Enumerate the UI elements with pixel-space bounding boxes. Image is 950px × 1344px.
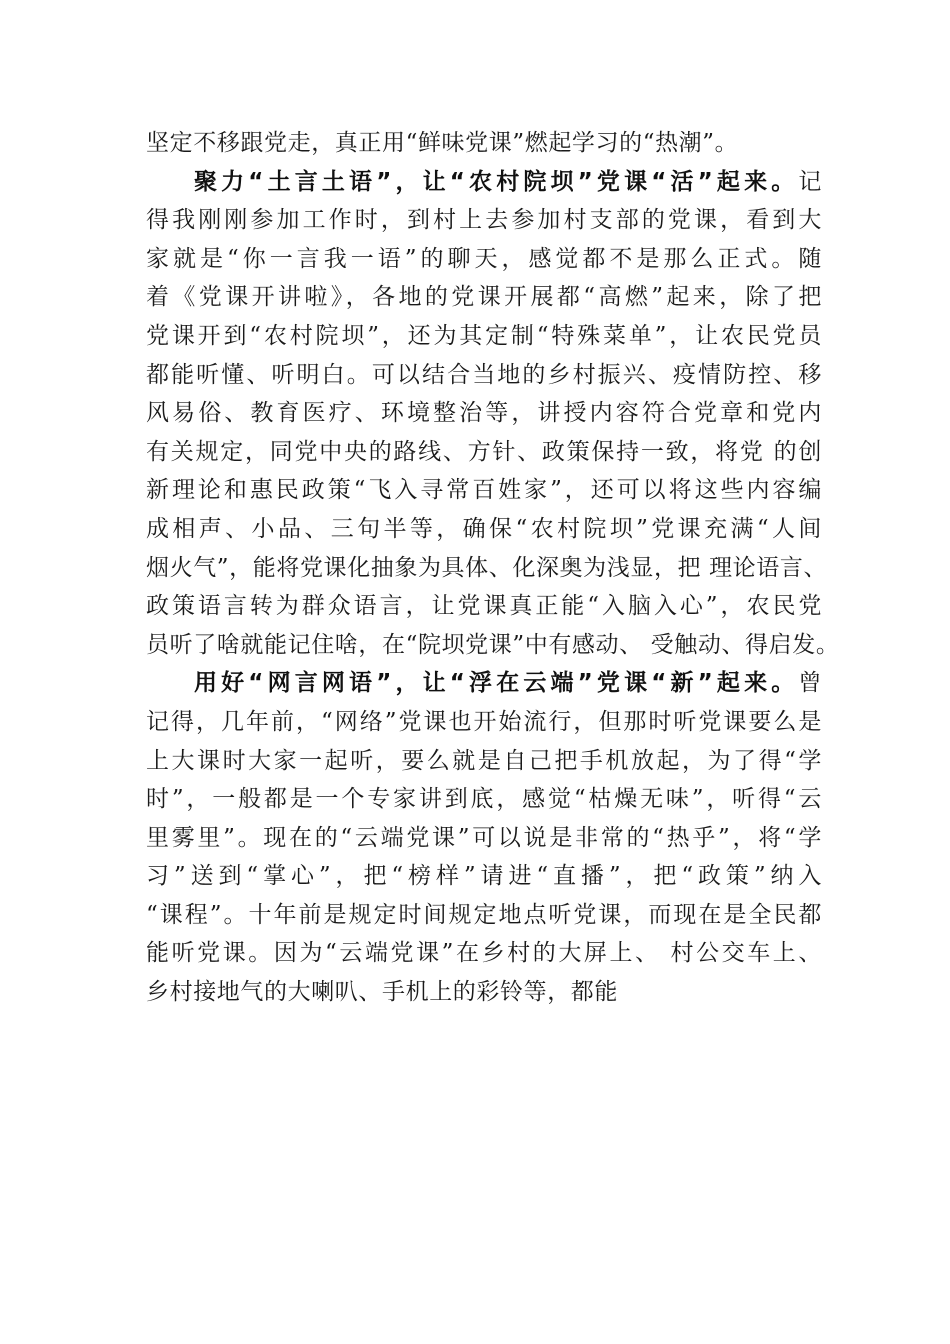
- document-body: [146, 124, 840, 1012]
- text-line: 乡村接地气的大喇叭、手机上的彩铃等，都能: [146, 979, 618, 1006]
- section-heading: 用好“网言网语”，让“浮在云端”党课“新”起来。: [194, 670, 799, 697]
- text-line: 能听党课。因为“云端党课”在乡村的大屏上、 村公交车上、: [146, 940, 822, 967]
- text-line: 习”送到“掌心”，把“榜样”请进“直播”，把“政策”纳入: [146, 863, 822, 890]
- text-line: 得我刚刚参加工作时，到村上去参加村支部的党课，看到大: [146, 207, 822, 234]
- text-run: 曾: [798, 670, 822, 697]
- text-line: [146, 664, 822, 703]
- text-line: 着《党课开讲啦》，各地的党课开展都“高燃”起来，除了把: [146, 284, 822, 311]
- text-line: 里雾里”。现在的“云端党课”可以说是非常的“热乎”，将“学: [146, 824, 822, 851]
- text-line: 成相声、小品、三句半等，确保“农村院坝”党课充满“人间: [146, 515, 822, 542]
- text-line: 有关规定，同党中央的路线、方针、政策保持一致，将党 的创: [146, 438, 822, 465]
- text-line: 党课开到“农村院坝”，还为其定制“特殊菜单”，让农民党员: [146, 322, 822, 349]
- text-line: “课程”。十年前是规定时间规定地点听党课，而现在是全民都: [146, 901, 822, 928]
- text-line: 风易俗、教育医疗、环境整治等，讲授内容符合党章和党内: [146, 400, 822, 427]
- text-run: 记: [798, 168, 822, 195]
- text-line: 政策语言转为群众语言，让党课真正能“入脑入心”，农民党: [146, 593, 822, 620]
- text-line: 家就是“你一言我一语”的聊天，感觉都不是那么正式。随: [146, 245, 822, 272]
- text-line: 时”，一般都是一个专家讲到底，感觉“枯燥无味”，听得“云: [146, 786, 822, 813]
- text-line: 员听了啥就能记住啥，在“院坝党课”中有感动、 受触动、得启发。: [146, 631, 840, 658]
- text-line: 都能听懂、听明白。可以结合当地的乡村振兴、疫情防控、移: [146, 361, 822, 388]
- section-heading: 聚力“土言土语”，让“农村院坝”党课“活”起来。: [194, 168, 799, 195]
- text-line: 坚定不移跟党走，真正用“鲜味党课”燃起学习的“热潮”。: [146, 130, 739, 156]
- text-line: [146, 163, 822, 202]
- text-line: 新理论和惠民政策“飞入寻常百姓家”，还可以将这些内容编: [146, 477, 822, 504]
- text-line: 记得，几年前，“网络”党课也开始流行，但那时听党课要么是: [146, 708, 822, 735]
- text-line: 烟火气”，能将党课化抽象为具体、化深奥为浅显，把 理论语言、: [146, 554, 828, 581]
- text-line: 上大课时大家一起听，要么就是自己把手机放起，为了得“学: [146, 747, 822, 774]
